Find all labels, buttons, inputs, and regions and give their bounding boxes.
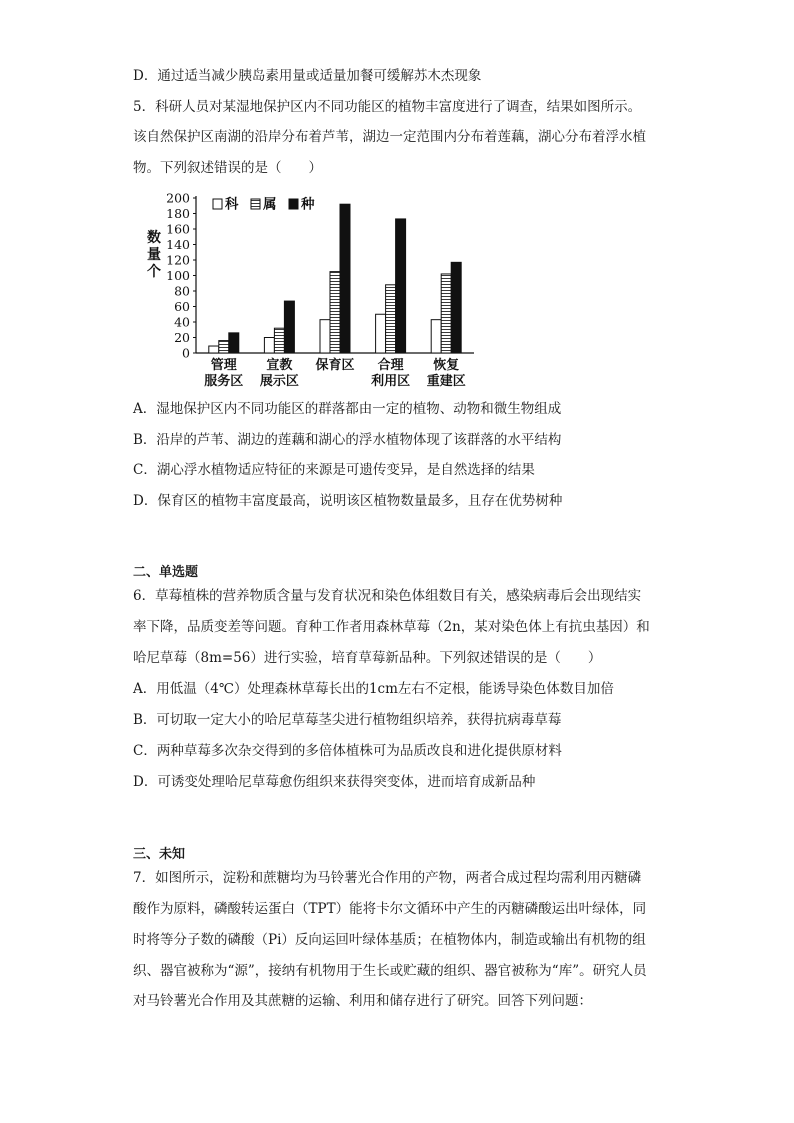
legend-swatch-solid [289,199,298,209]
bar-solid [451,262,461,353]
bar-empty [376,314,386,353]
x-category-label: 保育区 [315,358,355,373]
bar-solid [396,219,406,353]
y-axis-label-char: 个 [147,264,161,280]
bar-lined [441,274,451,353]
q7-stem-line-4: 织、器官被称为“源”，接纳有机物用于生长或贮藏的组织、器官被称为“库”。研究人员 [133,963,647,979]
section-title-single-choice: 二、单选题 [133,565,199,580]
x-category-label: 重建区 [426,374,466,389]
richness-bar-chart [140,190,485,390]
bar-solid [229,333,239,353]
y-axis-label-char: 数 [147,230,161,246]
q4-option-d: D．通过适当减少胰岛素用量或适量加餐可缓解苏木杰现象 [133,68,482,84]
bar-lined [330,272,340,353]
y-tick-label: 0 [182,345,190,361]
legend-label: 种 [301,196,315,213]
q5-option-d: D．保育区的植物丰富度最高，说明该区植物数量最多，且存在优势树种 [133,493,563,509]
section-title-unknown: 三、未知 [133,847,186,862]
q5-option-c: C．湖心浮水植物适应特征的来源是可遗传变异，是自然选择的结果 [133,462,535,478]
bar-empty [320,320,330,353]
y-axis-label-char: 量 [147,247,161,263]
bar-lined [274,328,284,353]
legend-swatch-empty [213,199,222,209]
bar-lined [219,341,229,353]
q6-option-d: D．可诱变处理哈尼草莓愈伤组织来获得突变体，进而培育成新品种 [133,774,536,790]
y-tick-label: 200 [166,190,190,206]
legend-label: 属 [263,196,277,213]
y-tick-label: 120 [166,252,190,268]
bar-lined [386,285,396,353]
q7-stem-line-3: 时将等分子数的磷酸（Pi）反向运回叶绿体基质；在植物体内，制造或输出有机物的组 [133,932,646,948]
x-category-label: 宣教 [266,358,293,373]
y-tick-label: 20 [174,330,190,345]
bar-empty [264,338,274,354]
q7-stem-line-1: 7．如图所示，淀粉和蔗糖均为马铃薯光合作用的产物，两者合成过程均需利用丙糖磷 [133,870,642,886]
q6-stem-line-1: 6．草莓植株的营养物质含量与发育状况和染色体组数目有关，感染病毒后会出现结实 [133,588,642,604]
y-tick-label: 100 [166,268,190,283]
bar-solid [284,301,294,353]
bar-solid [340,204,350,353]
q6-option-b: B．可切取一定大小的哈尼草莓茎尖进行植物组织培养，获得抗病毒草莓 [133,712,562,728]
x-category-label: 合理 [377,358,404,373]
q5-stem-line-3: 物。下列叙述错误的是（ ） [133,160,322,176]
q5-stem-line-1: 5．科研人员对某湿地保护区内不同功能区的植物丰富度进行了调查，结果如图所示。 [133,99,642,115]
y-tick-label: 60 [174,299,190,314]
y-tick-label: 140 [166,237,190,252]
y-tick-label: 80 [174,283,190,299]
q7-stem-line-2: 酸作为原料，磷酸转运蛋白（TPT）能将卡尔文循环中产生的丙糖磷酸运出叶绿体，同 [133,901,647,917]
q6-option-c: C．两种草莓多次杂交得到的多倍体植株可为品质改良和进化提供原材料 [133,743,562,759]
q7-stem-line-5: 对马铃薯光合作用及其蔗糖的运输、利用和储存进行了研究。回答下列问题： [133,993,592,1009]
bar-empty [209,346,219,353]
x-category-label: 管理 [210,358,237,373]
y-tick-label: 160 [166,221,190,237]
q6-stem-line-2: 率下降，品质变差等问题。育种工作者用森林草莓（2n，某对染色体上有抗虫基因）和 [133,619,650,635]
x-category-label: 恢复 [433,358,460,373]
q6-stem-line-3: 哈尼草莓（8m=56）进行实验，培育草莓新品种。下列叙述错误的是（ ） [133,650,602,666]
legend-label: 科 [225,196,239,213]
y-tick-label: 40 [174,314,190,330]
q5-option-b: B．沿岸的芦苇、湖边的莲藕和湖心的浮水植物体现了该群落的水平结构 [133,432,562,448]
x-category-label: 展示区 [259,374,299,389]
q5-option-a: A．湿地保护区内不同功能区的群落都由一定的植物、动物和微生物组成 [133,401,562,417]
q6-option-a: A．用低温（4℃）处理森林草莓长出的1cm左右不定根，能诱导染色体数目加倍 [133,681,614,697]
legend-swatch-lined [251,199,260,209]
y-tick-label: 180 [166,206,190,221]
bar-empty [431,320,441,353]
x-category-label: 利用区 [371,374,411,389]
q5-stem-line-2: 该自然保护区南湖的沿岸分布着芦苇，湖边一定范围内分布着莲藕，湖心分布着浮水植 [133,129,646,145]
x-category-label: 服务区 [204,374,244,389]
